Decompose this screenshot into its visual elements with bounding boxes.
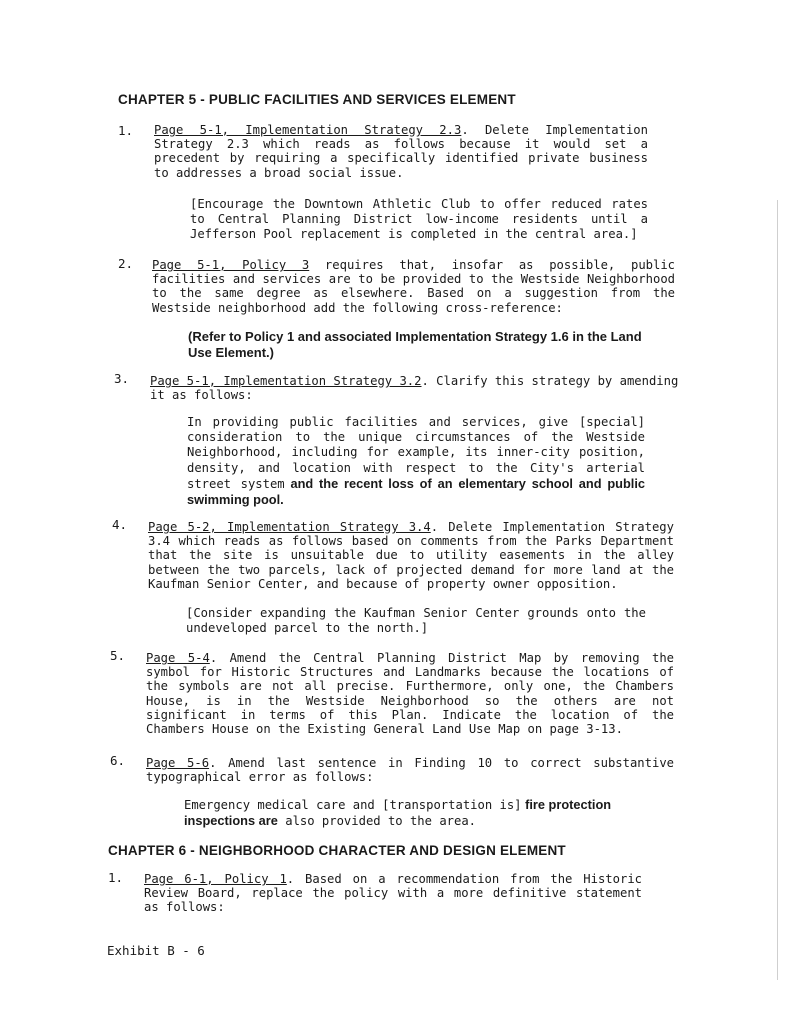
item-text: . Amend the Central Planning District Map by removing the symbol for Historic Structures and Landmarks because the locations of the symbols are not all precise. Furthermore, only one, the Chambers House, is in the Westside Neighborhood so the others are not significant in terms of this Plan. Indicate the location of the Chambers House on the Existing General Land Use Map on page 3-13. <box>146 651 674 737</box>
page-reference: Page 5-6 <box>146 756 210 770</box>
item-text: . Amend last sentence in Finding 10 to correct substantive typographical error as follows: <box>146 756 674 785</box>
list-item <box>146 651 674 736</box>
quote-text: Emergency medical care and [transportation is] <box>184 798 522 812</box>
item-number: 1. <box>118 123 134 138</box>
item-number: 2. <box>118 256 134 271</box>
footer-exhibit-label: Exhibit B - 6 <box>107 943 205 958</box>
list-item <box>152 258 675 315</box>
deleted-quote: [Consider expanding the Kaufman Senior Center grounds onto the undeveloped parcel to the north.] <box>186 606 646 636</box>
item-number: 4. <box>112 517 128 532</box>
page-reference: Page 5-1, Policy 3 <box>152 258 310 272</box>
scan-edge-line <box>777 200 778 980</box>
amended-quote <box>184 797 654 829</box>
chapter-5-heading: CHAPTER 5 - PUBLIC FACILITIES AND SERVICES ELEMENT <box>118 92 516 107</box>
deleted-quote: [Encourage the Downtown Athletic Club to offer reduced rates to Central Planning District low-income residents until a Jefferson Pool replacement is completed in the central area.] <box>190 197 648 242</box>
item-number: 1. <box>108 870 124 885</box>
page-reference: Page 5-1, Implementation Strategy 2.3 <box>154 123 462 137</box>
list-item <box>150 374 680 402</box>
item-text: . Based on a recommendation from the Historic Review Board, replace the policy with a more definitive statement as follows: <box>144 872 642 915</box>
page-reference: Page 6-1, Policy 1 <box>144 872 287 886</box>
item-text: . Delete Implementation Strategy 2.3 which reads as follows because it would set a precedent by requiring a specifically identified private business to addresses a broad social issue. <box>154 123 648 180</box>
page-reference: Page 5-4 <box>146 651 210 665</box>
item-number: 5. <box>110 648 126 663</box>
item-number: 6. <box>110 753 126 768</box>
item-text: . Clarify this strategy by amending it as follows: <box>150 374 679 403</box>
quote-text-end: also provided to the area. <box>277 814 477 829</box>
quote-text: In providing public facilities and services, give [special] consideration to the unique circumstances of the Westside Neighborhood, including for example, its inner-city position, density, and location with respect to the City's arterial street system <box>187 415 645 491</box>
item-text: requires that, insofar as possible, public facilities and services are to be provided to the Westside Neighborhood to the same degree as elsewhere. Based on a suggestion from the Westside neighborhood add the following cross-reference: <box>152 258 676 315</box>
amended-quote <box>187 415 645 508</box>
list-item <box>144 872 642 915</box>
list-item <box>146 756 674 784</box>
list-item <box>148 520 674 591</box>
page-reference: Page 5-1, Implementation Strategy 3.2 <box>150 374 422 388</box>
page-reference: Page 5-2, Implementation Strategy 3.4 <box>148 520 431 534</box>
quote-addition: and the recent loss of an elementary school and public swimming pool. <box>187 475 646 508</box>
item-text: . Delete Implementation Strategy 3.4 which reads as follows based on comments from the Parks Department that the site is unsuitable due to utility easements in the alley between the two parcels, lack of projected demand for more land at the Kaufman Senior Center, and because of property owner opposition. <box>148 520 674 591</box>
item-number: 3. <box>114 371 130 386</box>
quote-addition: fire protection inspections are <box>184 797 612 829</box>
chapter-6-heading: CHAPTER 6 - NEIGHBORHOOD CHARACTER AND DESIGN ELEMENT <box>108 843 566 858</box>
cross-reference: (Refer to Policy 1 and associated Implementation Strategy 1.6 in the Land Use Element.) <box>188 329 642 360</box>
list-item <box>154 123 648 180</box>
